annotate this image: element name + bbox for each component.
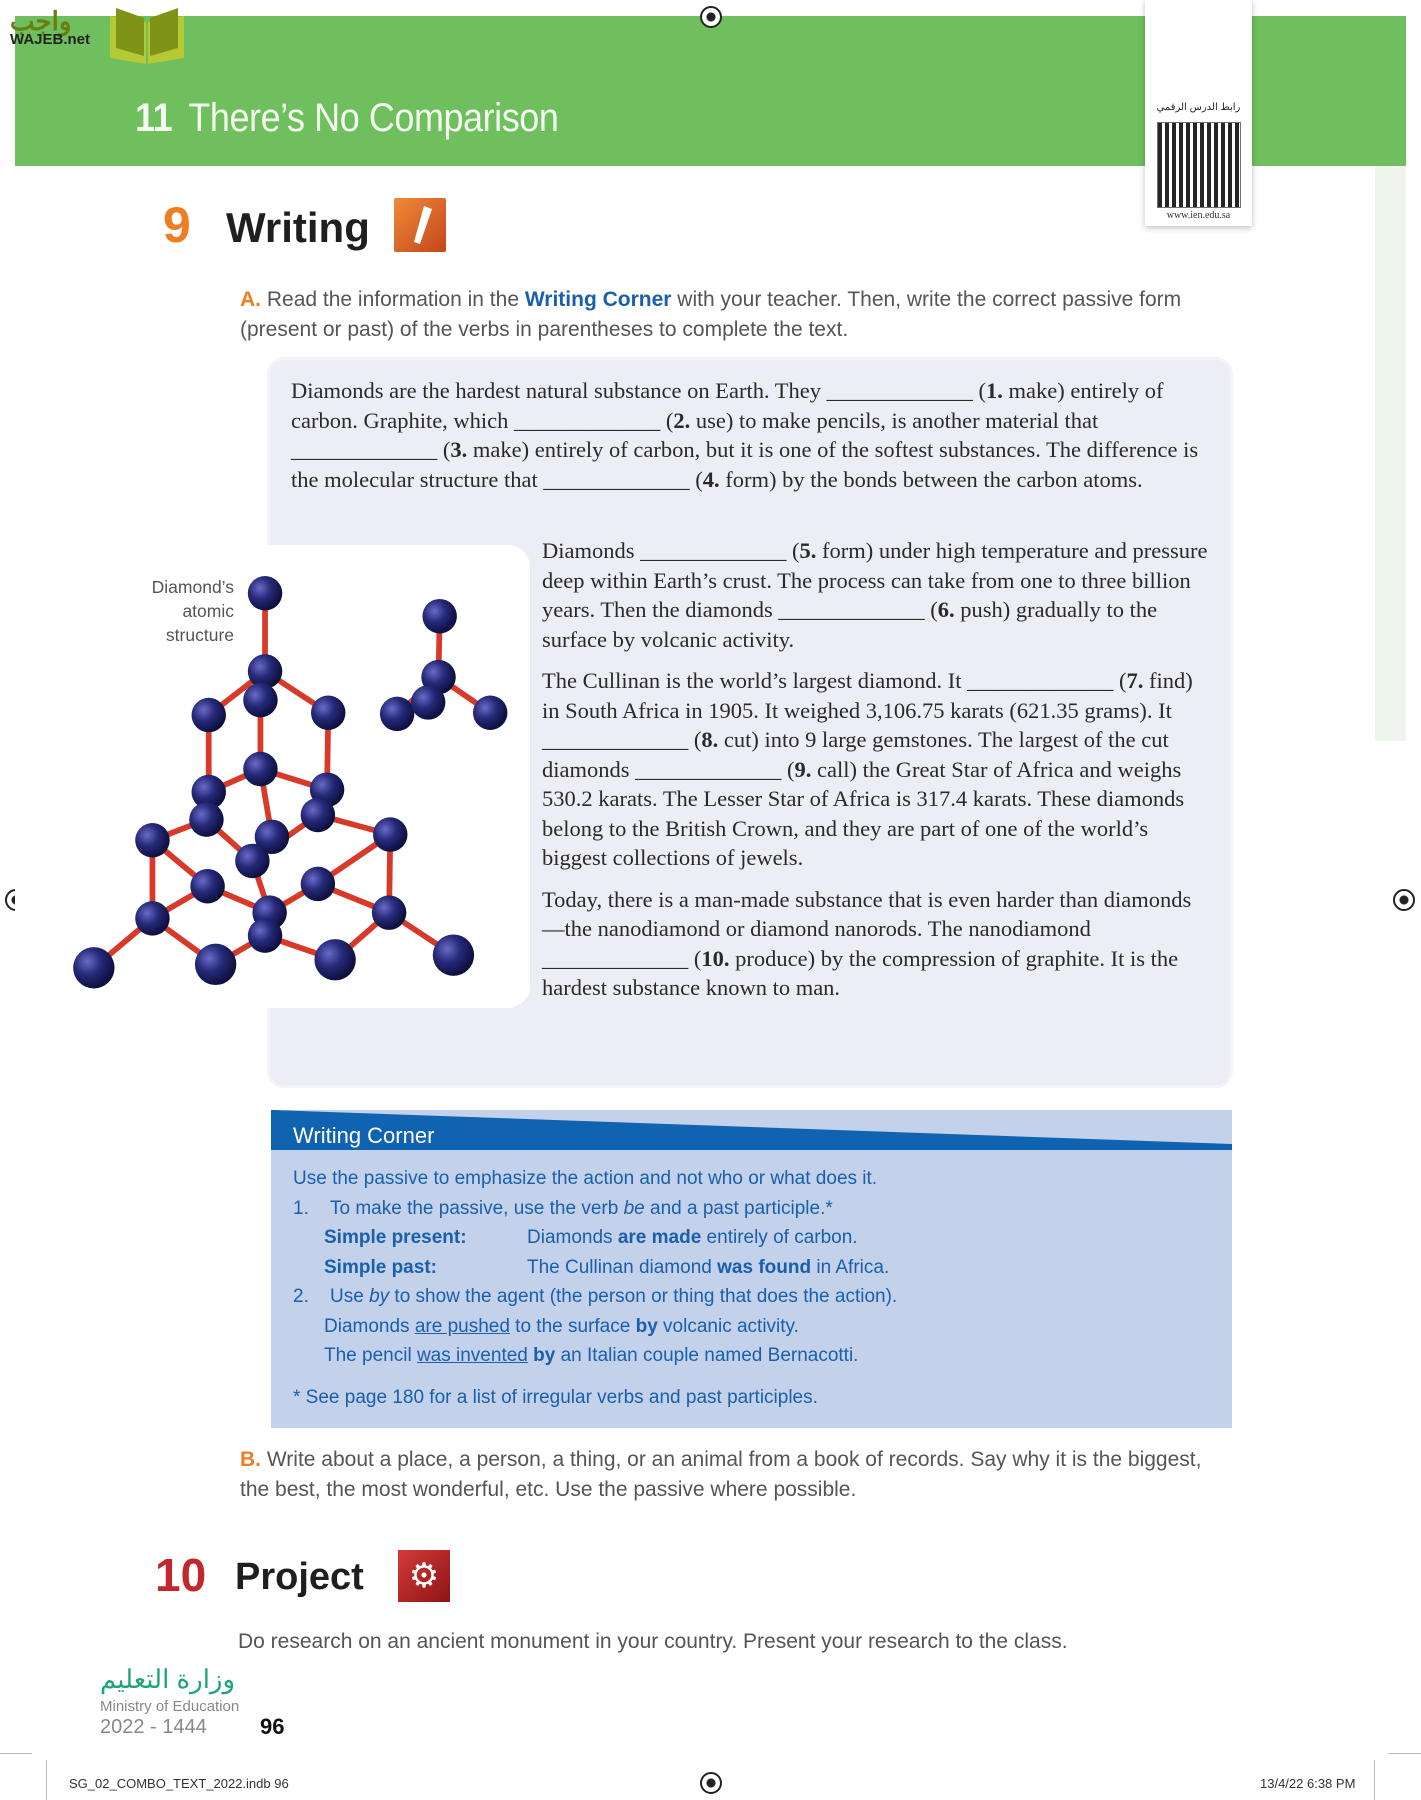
writing-corner-ref: Writing Corner xyxy=(524,288,672,311)
example-label: Simple past: xyxy=(324,1257,437,1278)
unit-title xyxy=(135,96,558,141)
example-text: Diamonds xyxy=(324,1316,415,1337)
example-text: in Africa. xyxy=(811,1257,890,1278)
paragraph-text: make) entirely of carbon, but it is one of the softest substances. The difference is the molecular structure that _____________ ( xyxy=(291,437,1199,492)
pencil-icon xyxy=(394,198,446,252)
carbon-atom xyxy=(473,696,507,730)
example-text: volcanic activity. xyxy=(657,1316,799,1337)
crop-mark xyxy=(46,1760,47,1800)
section-title: Project xyxy=(235,1556,364,1598)
wc-footnote: * See page 180 for a list of irregular verbs and past participles. xyxy=(293,1387,818,1408)
carbon-atom xyxy=(189,802,223,836)
paragraph-text: The Cullinan is the world’s largest diamond. It _____________ ( xyxy=(542,668,1127,693)
paragraph-text: Diamonds _____________ ( xyxy=(542,538,800,563)
carbon-atom xyxy=(422,599,456,633)
section-number: 9 xyxy=(163,197,191,253)
paragraph-text: push) gradually to the surface by volcanic activity. xyxy=(542,597,1158,652)
book-icon xyxy=(106,6,188,64)
carbon-atom xyxy=(195,944,236,985)
paragraph xyxy=(542,666,1212,873)
diamond-atomic-structure-diagram xyxy=(15,545,530,1008)
paragraph xyxy=(542,536,1212,654)
qr-url[interactable]: www.ien.edu.sa xyxy=(1166,210,1231,221)
rule-text: be xyxy=(623,1198,645,1219)
example xyxy=(527,1223,858,1253)
section-title: Writing xyxy=(226,204,370,251)
rule-number: 2. xyxy=(293,1286,309,1307)
rule-number: 1. xyxy=(293,1198,309,1219)
blank-number: 1. xyxy=(986,378,1003,403)
paragraph xyxy=(291,376,1211,494)
blank-number: 6. xyxy=(937,597,955,622)
example-text: by xyxy=(533,1345,556,1366)
carbon-atom xyxy=(373,817,407,851)
unit-title-text: There’s No Comparison xyxy=(188,96,559,140)
crop-mark xyxy=(0,1753,32,1754)
section-number: 10 xyxy=(155,1549,207,1601)
blank-number: 3. xyxy=(450,437,468,462)
crop-mark xyxy=(1388,1753,1421,1754)
paragraph-text: find) in South Africa in 1905. It weighed 3,106.75 karats (621.35 grams). It _____________ ( xyxy=(542,668,1193,752)
item-letter: A. xyxy=(240,288,261,311)
blank-number: 7. xyxy=(1126,668,1144,693)
footer-date: 13/4/22 6:38 PM xyxy=(1260,1776,1356,1791)
example-text: by xyxy=(635,1316,658,1337)
carbon-atom xyxy=(243,752,277,786)
example-text: are made xyxy=(617,1227,702,1248)
instruction-text: Write about a place, a person, a thing, or an animal from a book of records. Say why it is the biggest, the best, the most wonderful, etc. Use the passive where possible. xyxy=(240,1448,1202,1501)
carbon-atom xyxy=(301,867,335,901)
carbon-atom xyxy=(135,823,169,857)
paragraph-text: Diamonds are the hardest natural substance on Earth. They _____________ ( xyxy=(291,378,987,403)
paragraph-text: Today, there is a man-made substance that is even harder than diamonds—the nanodiamond or diamond nanorods. The nanodiamond _____________ ( xyxy=(542,886,1192,971)
qr-label: رابط الدرس الرقمي xyxy=(1156,102,1241,113)
rule-text: and a past participle.* xyxy=(644,1198,833,1219)
qr-code-icon[interactable] xyxy=(1157,122,1241,208)
page-number: 96 xyxy=(260,1714,285,1739)
logo-latin: WAJEB.net xyxy=(10,31,91,48)
instruction-a xyxy=(240,285,1200,345)
paragraph-text: produce) by the compression of graphite. It is the hardest substance known to man. xyxy=(542,945,1179,1000)
carbon-atom xyxy=(73,947,114,988)
writing-corner-title: Writing Corner xyxy=(293,1123,435,1148)
wc-rule-2 xyxy=(293,1282,897,1312)
wc-rule-1 xyxy=(293,1194,833,1224)
qr-card[interactable] xyxy=(1145,0,1252,226)
carbon-atom xyxy=(411,685,445,719)
carbon-atom xyxy=(248,918,282,952)
example-text: The pencil xyxy=(324,1345,417,1366)
gear-icon: ⚙ xyxy=(398,1550,450,1602)
carbon-atom xyxy=(248,576,282,610)
ministry-logo-arabic: وزارة التعليم xyxy=(100,1664,236,1694)
wajeb-logo xyxy=(10,6,90,48)
carbon-atom xyxy=(243,683,277,717)
carbon-atom xyxy=(372,895,406,929)
example xyxy=(527,1253,889,1283)
blank-number: 10. xyxy=(701,945,730,971)
crop-mark xyxy=(1374,1760,1375,1800)
example xyxy=(324,1341,858,1371)
diagram-caption: Diamond’s atomic structure xyxy=(151,577,234,645)
registration-mark-icon xyxy=(1393,889,1415,911)
rule-text: To make the passive, use the verb xyxy=(329,1198,624,1219)
example-text: to the surface xyxy=(509,1316,636,1337)
example-label: Simple present: xyxy=(324,1227,467,1248)
blank-number: 9. xyxy=(794,756,812,782)
carbon-atom xyxy=(248,654,282,688)
unit-number: 11 xyxy=(135,96,173,140)
example-text: entirely of carbon. xyxy=(701,1227,858,1248)
instruction-text: with your teacher. Then, write the correct passive form (present or past) of the verbs in parentheses to complete the text. xyxy=(240,288,1182,341)
carbon-atom xyxy=(192,698,226,732)
paragraph-text: form) under high temperature and pressure deep within Earth’s crust. The process can take from one to three billion years. Then the diamonds _____________ ( xyxy=(542,538,1208,622)
item-letter: B. xyxy=(240,1448,261,1471)
paragraph-text: form) by the bonds between the carbon atoms. xyxy=(719,466,1143,492)
side-strip xyxy=(1375,166,1406,741)
example xyxy=(324,1312,799,1342)
example-text: The Cullinan diamond xyxy=(527,1257,718,1278)
registration-mark-icon xyxy=(700,6,722,28)
carbon-atom xyxy=(235,844,269,878)
rule-text: to show the agent (the person or thing that does the action). xyxy=(389,1286,898,1307)
blank-number: 8. xyxy=(701,727,719,752)
example-text: was found xyxy=(717,1257,812,1278)
paragraph-text: make) entirely of carbon. Graphite, which _____________ ( xyxy=(291,378,1164,433)
instruction-b xyxy=(240,1445,1220,1505)
carbon-atom xyxy=(380,697,414,731)
carbon-atom xyxy=(433,934,474,975)
example-text: Diamonds xyxy=(527,1227,618,1248)
instruction-text: Read the information in the xyxy=(266,288,525,311)
registration-mark-icon xyxy=(700,1772,722,1794)
paragraph-text: call) the Great Star of Africa and weighs 530.2 karats. The Lesser Star of Africa is 317.4 karats. These diamonds belong to the British Crown, and they are part of one of the world’s biggest collections of jewels. xyxy=(542,756,1185,870)
project-instruction: Do research on an ancient monument in your country. Present your research to the class. xyxy=(238,1630,1068,1653)
ministry-year: 2022 - 1444 xyxy=(100,1716,207,1738)
rule-text: Use xyxy=(329,1286,370,1307)
blank-number: 5. xyxy=(799,538,817,563)
carbon-atom xyxy=(190,869,224,903)
blank-number: 2. xyxy=(673,407,691,433)
carbon-atom xyxy=(314,939,355,980)
example-text: an Italian couple named Bernacotti. xyxy=(555,1345,859,1366)
rule-text: by xyxy=(369,1286,390,1307)
logo-arabic: واجب xyxy=(10,6,72,36)
paragraph xyxy=(542,885,1212,1003)
carbon-atom xyxy=(135,901,169,935)
paragraph-text: use) to make pencils, is another material that _____________ ( xyxy=(291,407,1099,462)
example-text: are pushed xyxy=(414,1316,510,1337)
carbon-atom xyxy=(311,696,345,730)
carbon-atom xyxy=(301,798,335,832)
right-column-text xyxy=(542,536,1212,1015)
wc-intro: Use the passive to emphasize the action and not who or what does it. xyxy=(293,1168,878,1189)
example-text: was invented xyxy=(416,1345,528,1366)
ministry-logo-english: Ministry of Education xyxy=(100,1698,240,1715)
footer-filename: SG_02_COMBO_TEXT_2022.indb 96 xyxy=(69,1776,289,1791)
blank-number: 4. xyxy=(702,466,720,492)
paragraph-text: cut) into 9 large gemstones. The largest of the cut diamonds _____________ ( xyxy=(542,727,1169,782)
